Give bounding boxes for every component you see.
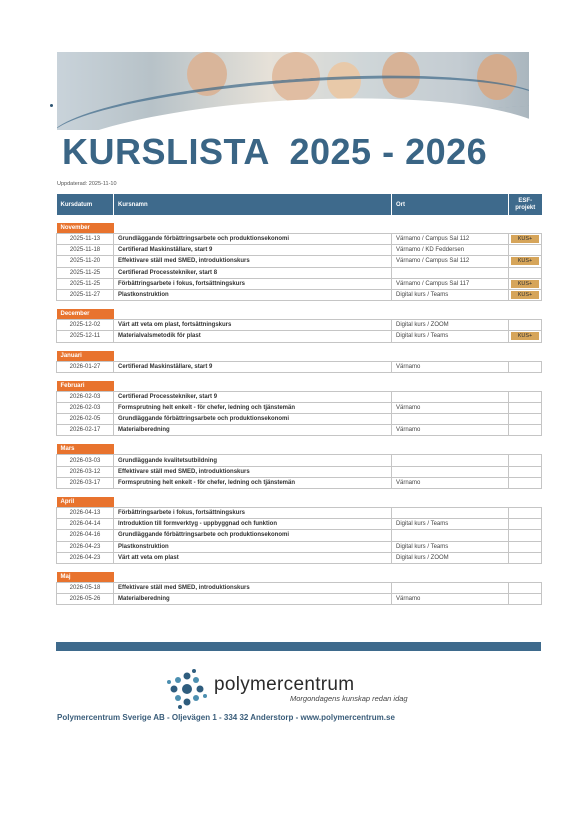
course-place: Digital kurs / Teams bbox=[392, 519, 509, 530]
course-place bbox=[392, 530, 509, 541]
course-place bbox=[392, 466, 509, 477]
spacer-cell bbox=[57, 301, 542, 310]
month-spacer bbox=[57, 342, 542, 351]
course-date: 2026-04-23 bbox=[57, 541, 114, 552]
course-place bbox=[392, 455, 509, 466]
month-spacer bbox=[57, 372, 542, 381]
course-place: Värnamo / Campus Sal 112 bbox=[392, 234, 509, 245]
table-row bbox=[57, 278, 542, 289]
course-place: Digital kurs / ZOOM bbox=[392, 552, 509, 563]
course-place: Digital kurs / Teams bbox=[392, 289, 509, 300]
esf-cell bbox=[509, 477, 542, 488]
esf-cell bbox=[509, 541, 542, 552]
course-date: 2026-04-13 bbox=[57, 508, 114, 519]
col-header-esf: ESF-projekt bbox=[509, 194, 542, 215]
course-date: 2026-01-27 bbox=[57, 361, 114, 372]
esf-cell bbox=[509, 320, 542, 331]
table-row bbox=[57, 582, 542, 593]
month-header-row bbox=[57, 351, 542, 362]
table-row bbox=[57, 331, 542, 342]
col-header-place: Ort bbox=[392, 194, 509, 215]
month-spacer bbox=[57, 563, 542, 572]
col-header-date: Kursdatum bbox=[57, 194, 114, 215]
course-place: Värnamo bbox=[392, 477, 509, 488]
month-header-row bbox=[57, 497, 542, 508]
course-date: 2025-11-25 bbox=[57, 267, 114, 278]
course-name: Materialvalsmetodik för plast bbox=[114, 331, 392, 342]
esf-cell bbox=[509, 414, 542, 425]
course-date: 2026-04-16 bbox=[57, 530, 114, 541]
page-title: KURSLISTA 2025 - 2026 bbox=[62, 131, 488, 172]
course-table bbox=[56, 194, 542, 605]
course-name: Certifierad Processtekniker, start 8 bbox=[114, 267, 392, 278]
table-row bbox=[57, 320, 542, 331]
company-address: Polymercentrum Sverige AB - Oljevägen 1 - 334 32 Anderstorp - www.polymercentrum.se bbox=[57, 713, 395, 722]
course-name: Grundläggande kvalitetsutbildning bbox=[114, 455, 392, 466]
brand-tagline: Morgondagens kunskap redan idag bbox=[290, 694, 408, 703]
esf-cell bbox=[509, 256, 542, 267]
table-row bbox=[57, 267, 542, 278]
month-spacer bbox=[57, 215, 542, 223]
course-date: 2026-02-05 bbox=[57, 414, 114, 425]
course-date: 2026-02-17 bbox=[57, 425, 114, 436]
spacer-cell bbox=[57, 489, 542, 498]
course-name: Certifierad Processtekniker, start 9 bbox=[114, 391, 392, 402]
month-label: December bbox=[57, 309, 114, 319]
course-place: Digital kurs / Teams bbox=[392, 331, 509, 342]
course-name: Plastkonstruktion bbox=[114, 289, 392, 300]
month-label: April bbox=[57, 497, 114, 507]
month-label: November bbox=[57, 223, 114, 233]
polymercentrum-logo-icon bbox=[166, 668, 208, 710]
decor-dot bbox=[50, 104, 53, 107]
table-row bbox=[57, 289, 542, 300]
esf-cell bbox=[509, 267, 542, 278]
course-name: Grundläggande förbättringsarbete och produktionsekonomi bbox=[114, 414, 392, 425]
course-place: Värnamo / KD Feddersen bbox=[392, 245, 509, 256]
updated-date: Uppdaterad: 2025-11-10 bbox=[57, 181, 117, 187]
spacer-cell bbox=[57, 215, 542, 223]
table-row bbox=[57, 477, 542, 488]
month-fill bbox=[114, 309, 542, 320]
kus-badge: KUS+ bbox=[511, 332, 539, 340]
esf-cell bbox=[509, 552, 542, 563]
course-name: Plastkonstruktion bbox=[114, 541, 392, 552]
course-date: 2025-11-27 bbox=[57, 289, 114, 300]
course-name: Certifierad Maskinställare, start 9 bbox=[114, 245, 392, 256]
table-row bbox=[57, 234, 542, 245]
table-row bbox=[57, 256, 542, 267]
course-date: 2026-05-18 bbox=[57, 582, 114, 593]
esf-cell bbox=[509, 361, 542, 372]
esf-cell bbox=[509, 530, 542, 541]
kus-badge: KUS+ bbox=[511, 280, 539, 288]
course-date: 2026-05-26 bbox=[57, 594, 114, 605]
month-cell bbox=[57, 572, 114, 583]
course-place: Värnamo bbox=[392, 594, 509, 605]
course-name: Effektivare ställ med SMED, introduktionskurs bbox=[114, 466, 392, 477]
table-row bbox=[57, 425, 542, 436]
course-date: 2025-11-18 bbox=[57, 245, 114, 256]
course-place: Digital kurs / ZOOM bbox=[392, 320, 509, 331]
table-row bbox=[57, 594, 542, 605]
spacer-cell bbox=[57, 563, 542, 572]
month-spacer bbox=[57, 301, 542, 310]
course-date: 2026-03-03 bbox=[57, 455, 114, 466]
course-name: Formsprutning helt enkelt - för chefer, ledning och tjänstemän bbox=[114, 402, 392, 413]
course-place bbox=[392, 267, 509, 278]
esf-cell bbox=[509, 519, 542, 530]
month-spacer bbox=[57, 489, 542, 498]
course-place: Värnamo bbox=[392, 402, 509, 413]
month-header-row bbox=[57, 381, 542, 392]
course-place: Värnamo / Campus Sal 112 bbox=[392, 256, 509, 267]
esf-cell bbox=[509, 331, 542, 342]
month-fill bbox=[114, 223, 542, 234]
course-name: Materialberedning bbox=[114, 425, 392, 436]
course-name: Materialberedning bbox=[114, 594, 392, 605]
esf-cell bbox=[509, 466, 542, 477]
course-name: Grundläggande förbättringsarbete och produktionsekonomi bbox=[114, 234, 392, 245]
table-row bbox=[57, 466, 542, 477]
month-label: Maj bbox=[57, 572, 114, 582]
table-row bbox=[57, 530, 542, 541]
course-name: Certifierad Maskinställare, start 9 bbox=[114, 361, 392, 372]
table-body bbox=[57, 215, 542, 605]
kus-badge: KUS+ bbox=[511, 291, 539, 299]
table-row bbox=[57, 508, 542, 519]
brand-name: polymercentrum bbox=[214, 674, 355, 695]
course-name: Formsprutning helt enkelt - för chefer, ledning och tjänstemän bbox=[114, 477, 392, 488]
esf-cell bbox=[509, 234, 542, 245]
table-row bbox=[57, 245, 542, 256]
table-row bbox=[57, 391, 542, 402]
table-header-row bbox=[57, 194, 542, 215]
course-place bbox=[392, 582, 509, 593]
month-fill bbox=[114, 381, 542, 392]
kus-badge: KUS+ bbox=[511, 257, 539, 265]
table-row bbox=[57, 541, 542, 552]
spacer-cell bbox=[57, 372, 542, 381]
month-fill bbox=[114, 444, 542, 455]
course-place: Värnamo bbox=[392, 425, 509, 436]
month-fill bbox=[114, 497, 542, 508]
month-cell bbox=[57, 497, 114, 508]
course-date: 2026-03-12 bbox=[57, 466, 114, 477]
month-fill bbox=[114, 572, 542, 583]
month-header-row bbox=[57, 309, 542, 320]
month-cell bbox=[57, 381, 114, 392]
course-date: 2026-04-14 bbox=[57, 519, 114, 530]
kus-badge: KUS+ bbox=[511, 235, 539, 243]
table-row bbox=[57, 519, 542, 530]
header-photo-banner bbox=[57, 52, 529, 130]
month-cell bbox=[57, 351, 114, 362]
course-name: Värt att veta om plast, fortsättningskurs bbox=[114, 320, 392, 331]
course-date: 2025-11-25 bbox=[57, 278, 114, 289]
course-date: 2026-02-03 bbox=[57, 402, 114, 413]
spacer-cell bbox=[57, 342, 542, 351]
col-header-name: Kursnamn bbox=[114, 194, 392, 215]
course-name: Effektivare ställ med SMED, introduktionskurs bbox=[114, 256, 392, 267]
course-date: 2026-03-17 bbox=[57, 477, 114, 488]
month-header-row bbox=[57, 572, 542, 583]
course-name: Effektivare ställ med SMED, introduktionskurs bbox=[114, 582, 392, 593]
course-date: 2025-12-11 bbox=[57, 331, 114, 342]
course-place: Värnamo bbox=[392, 361, 509, 372]
course-date: 2025-12-02 bbox=[57, 320, 114, 331]
course-name: Förbättringsarbete i fokus, fortsättningskurs bbox=[114, 508, 392, 519]
course-name: Introduktion till formverktyg - uppbyggnad och funktion bbox=[114, 519, 392, 530]
spacer-cell bbox=[57, 436, 542, 445]
month-label: Mars bbox=[57, 444, 114, 454]
month-cell bbox=[57, 444, 114, 455]
month-header-row bbox=[57, 444, 542, 455]
esf-cell bbox=[509, 455, 542, 466]
course-date: 2026-02-03 bbox=[57, 391, 114, 402]
esf-cell bbox=[509, 508, 542, 519]
course-date: 2026-04-23 bbox=[57, 552, 114, 563]
table-row bbox=[57, 455, 542, 466]
esf-cell bbox=[509, 425, 542, 436]
month-label: Januari bbox=[57, 351, 114, 361]
course-place bbox=[392, 414, 509, 425]
footer-bar bbox=[56, 642, 541, 651]
course-place bbox=[392, 508, 509, 519]
month-cell bbox=[57, 309, 114, 320]
course-name: Förbättringsarbete i fokus, fortsättningskurs bbox=[114, 278, 392, 289]
course-place: Värnamo / Campus Sal 117 bbox=[392, 278, 509, 289]
esf-cell bbox=[509, 582, 542, 593]
course-date: 2025-11-13 bbox=[57, 234, 114, 245]
month-label: Februari bbox=[57, 381, 114, 391]
esf-cell bbox=[509, 594, 542, 605]
table-row bbox=[57, 361, 542, 372]
esf-cell bbox=[509, 289, 542, 300]
table-row bbox=[57, 552, 542, 563]
table-row bbox=[57, 402, 542, 413]
table-row bbox=[57, 414, 542, 425]
esf-cell bbox=[509, 278, 542, 289]
course-name: Grundläggande förbättringsarbete och produktionsekonomi bbox=[114, 530, 392, 541]
course-place bbox=[392, 391, 509, 402]
month-header-row bbox=[57, 223, 542, 234]
month-cell bbox=[57, 223, 114, 234]
esf-cell bbox=[509, 391, 542, 402]
month-spacer bbox=[57, 436, 542, 445]
course-name: Värt att veta om plast bbox=[114, 552, 392, 563]
course-place: Digital kurs / Teams bbox=[392, 541, 509, 552]
month-fill bbox=[114, 351, 542, 362]
esf-cell bbox=[509, 402, 542, 413]
course-date: 2025-11-20 bbox=[57, 256, 114, 267]
esf-cell bbox=[509, 245, 542, 256]
